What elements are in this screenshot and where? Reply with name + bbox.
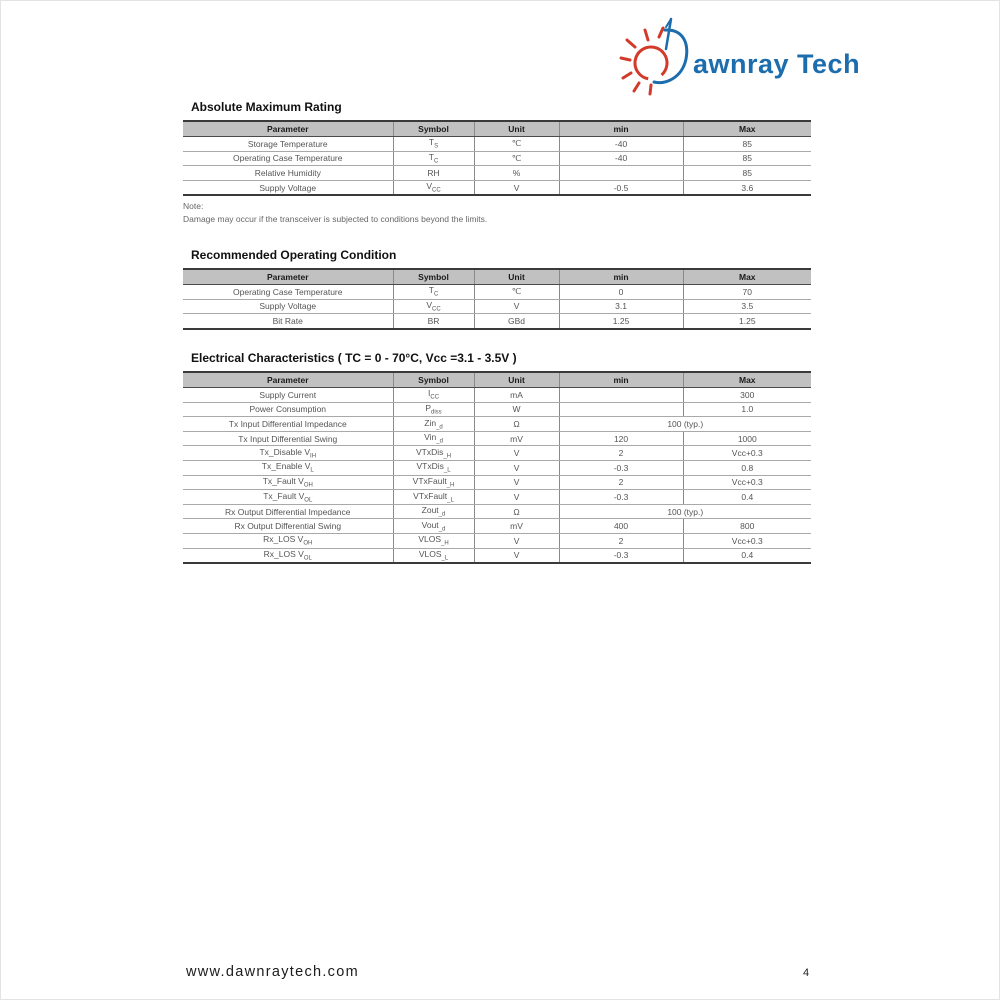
cell: Power Consumption [183, 402, 393, 417]
cell: Tx_Enable $V_L$ [183, 460, 393, 475]
cell: 2 [559, 475, 683, 490]
column-header: min [559, 121, 683, 137]
cell: -0.3 [559, 548, 683, 563]
cell: RH [393, 166, 474, 181]
header-row [183, 121, 811, 137]
header-row [183, 372, 811, 388]
data-table [183, 268, 811, 330]
cell: 100 (typ.) [559, 504, 811, 519]
note-text: Damage may occur if the transceiver is subjected to conditions beyond the limits. [183, 214, 488, 225]
table-row [183, 166, 811, 181]
cell: $I_{CC}$ [393, 388, 474, 403]
column-header: min [559, 269, 683, 285]
cell: 2 [559, 446, 683, 461]
cell: 3.6 [683, 180, 811, 195]
cell: ℃ [474, 137, 559, 152]
cell [559, 166, 683, 181]
cell: V [474, 490, 559, 505]
absolute-maximum-rating-table [183, 120, 811, 196]
cell: Rx Output Differential Impedance [183, 504, 393, 519]
cell: Zin$_{\_d}$ [393, 417, 474, 432]
cell: ℃ [474, 151, 559, 166]
column-header: Max [683, 269, 811, 285]
column-header: Symbol [393, 372, 474, 388]
section-electrical-characteristics [183, 351, 811, 564]
cell: Operating Case Temperature [183, 285, 393, 300]
table-note [183, 200, 811, 226]
cell: VTxFault$_{\_L}$ [393, 490, 474, 505]
cell: VTxDis$_{\_H}$ [393, 446, 474, 461]
column-header: Unit [474, 121, 559, 137]
cell: Ω [474, 504, 559, 519]
electrical-characteristics-table [183, 371, 811, 564]
section-title: Electrical Characteristics ( TC = 0 - 70°C, Vcc =3.1 - 3.5V ) [191, 351, 517, 365]
cell: 1000 [683, 431, 811, 446]
page-number: 4 [803, 967, 810, 979]
table-row [183, 314, 811, 329]
cell: 100 (typ.) [559, 417, 811, 432]
table-row [183, 299, 811, 314]
cell: 120 [559, 431, 683, 446]
cell: $V_{CC}$ [393, 299, 474, 314]
cell: -0.3 [559, 460, 683, 475]
table-row [183, 460, 811, 475]
cell: 85 [683, 166, 811, 181]
cell: 1.25 [683, 314, 811, 329]
cell: V [474, 180, 559, 195]
table-row [183, 533, 811, 548]
table-row [183, 417, 811, 432]
table-row [183, 285, 811, 300]
cell: 0.4 [683, 548, 811, 563]
cell: VTxDis$_{\_L}$ [393, 460, 474, 475]
cell: $V_{CC}$ [393, 180, 474, 195]
cell: 3.5 [683, 299, 811, 314]
cell: 2 [559, 533, 683, 548]
cell: Supply Voltage [183, 180, 393, 195]
cell: -40 [559, 137, 683, 152]
sun-logo-icon [619, 13, 693, 98]
cell: Tx_Disable $V_{IH}$ [183, 446, 393, 461]
section-title: Recommended Operating Condition [191, 248, 397, 262]
cell: V [474, 475, 559, 490]
cell: VTxFault$_{\_H}$ [393, 475, 474, 490]
cell: Tx_Fault $V_{OH}$ [183, 475, 393, 490]
cell: 70 [683, 285, 811, 300]
cell [559, 402, 683, 417]
table-row [183, 504, 811, 519]
cell: Supply Voltage [183, 299, 393, 314]
company-logo [619, 13, 889, 98]
cell: W [474, 402, 559, 417]
column-header: Max [683, 372, 811, 388]
cell: Tx Input Differential Swing [183, 431, 393, 446]
cell: -0.3 [559, 490, 683, 505]
cell: Vcc+0.3 [683, 533, 811, 548]
cell: $P_{diss}$ [393, 402, 474, 417]
cell: Zout$_{\_d}$ [393, 504, 474, 519]
cell: -40 [559, 151, 683, 166]
cell: V [474, 446, 559, 461]
cell: mA [474, 388, 559, 403]
cell: Vout$_{\_d}$ [393, 519, 474, 534]
table-row [183, 431, 811, 446]
cell: Vcc+0.3 [683, 446, 811, 461]
cell: % [474, 166, 559, 181]
cell: Relative Humidity [183, 166, 393, 181]
table-row [183, 548, 811, 563]
cell: 3.1 [559, 299, 683, 314]
cell: 1.25 [559, 314, 683, 329]
cell: BR [393, 314, 474, 329]
cell: 0 [559, 285, 683, 300]
cell: Vcc+0.3 [683, 475, 811, 490]
column-header: Parameter [183, 121, 393, 137]
cell: V [474, 460, 559, 475]
table-row [183, 402, 811, 417]
cell: V [474, 299, 559, 314]
column-header: Parameter [183, 372, 393, 388]
cell [559, 388, 683, 403]
cell: Rx Output Differential Swing [183, 519, 393, 534]
table-row [183, 519, 811, 534]
cell: 0.4 [683, 490, 811, 505]
cell: Storage Temperature [183, 137, 393, 152]
cell: GBd [474, 314, 559, 329]
cell: V [474, 548, 559, 563]
cell: Rx_LOS $V_{OH}$ [183, 533, 393, 548]
header-row [183, 269, 811, 285]
cell: Vin$_{\_d}$ [393, 431, 474, 446]
table-row [183, 446, 811, 461]
cell: mV [474, 519, 559, 534]
cell: Tx_Fault $V_{OL}$ [183, 490, 393, 505]
section-recommended-operating-condition [183, 248, 811, 330]
cell: Ω [474, 417, 559, 432]
data-table [183, 371, 811, 564]
cell: 0.8 [683, 460, 811, 475]
table-row [183, 151, 811, 166]
column-header: Symbol [393, 269, 474, 285]
cell: Supply Current [183, 388, 393, 403]
section-absolute-maximum-rating [183, 100, 811, 226]
table-row [183, 180, 811, 195]
table-row [183, 475, 811, 490]
table-row [183, 137, 811, 152]
cell: 300 [683, 388, 811, 403]
cell: $VLOS_{\_L}$ [393, 548, 474, 563]
recommended-operating-condition-table [183, 268, 811, 330]
column-header: Symbol [393, 121, 474, 137]
note-label: Note: [183, 201, 204, 212]
cell: 1.0 [683, 402, 811, 417]
cell: $T_S$ [393, 137, 474, 152]
column-header: min [559, 372, 683, 388]
cell: $T_C$ [393, 285, 474, 300]
cell: mV [474, 431, 559, 446]
cell: -0.5 [559, 180, 683, 195]
cell: 85 [683, 151, 811, 166]
cell: ℃ [474, 285, 559, 300]
table-row [183, 490, 811, 505]
column-header: Max [683, 121, 811, 137]
data-table [183, 120, 811, 196]
cell: Rx_LOS $V_{OL}$ [183, 548, 393, 563]
cell: Tx Input Differential Impedance [183, 417, 393, 432]
cell: Operating Case Temperature [183, 151, 393, 166]
cell: 400 [559, 519, 683, 534]
cell: 800 [683, 519, 811, 534]
cell: $T_C$ [393, 151, 474, 166]
section-title: Absolute Maximum Rating [191, 100, 342, 114]
column-header: Unit [474, 269, 559, 285]
brand-name: awnray Tech [693, 49, 861, 79]
cell: $VLOS_{\_H}$ [393, 533, 474, 548]
cell: 85 [683, 137, 811, 152]
footer-website-url: www.dawnraytech.com [186, 964, 359, 980]
table-row [183, 388, 811, 403]
cell: V [474, 533, 559, 548]
column-header: Parameter [183, 269, 393, 285]
cell: Bit Rate [183, 314, 393, 329]
column-header: Unit [474, 372, 559, 388]
